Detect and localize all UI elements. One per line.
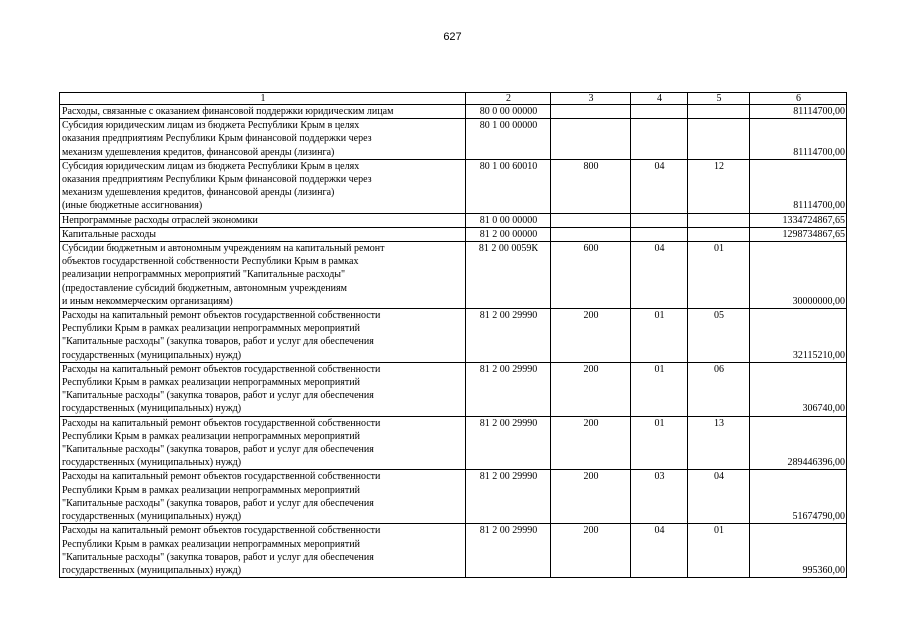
budget-code: 81 0 00 00000 bbox=[466, 213, 551, 227]
column-header-1: 1 bbox=[60, 93, 466, 105]
description-line: Субсидии бюджетным и автономным учреждениям на капитальный ремонт bbox=[62, 243, 385, 255]
expense-description bbox=[60, 213, 466, 227]
description-line: оказания предприятиям Республики Крым финансовой поддержки через bbox=[62, 174, 372, 186]
section-code: 01 bbox=[631, 362, 688, 416]
expense-description bbox=[60, 470, 466, 524]
amount: 1298734867,65 bbox=[750, 227, 847, 241]
subsection-code bbox=[688, 119, 750, 160]
description-line: "Капитальные расходы" (закупка товаров, работ и услуг для обеспечения bbox=[62, 336, 374, 348]
amount: 81114700,00 bbox=[750, 105, 847, 119]
budget-code: 81 2 00 29990 bbox=[466, 416, 551, 470]
description-line: Республики Крым в рамках реализации непрограммных мероприятий bbox=[62, 484, 360, 496]
description-line: "Капитальные расходы" (закупка товаров, работ и услуг для обеспечения bbox=[62, 444, 374, 456]
subsection-code: 01 bbox=[688, 524, 750, 578]
description-line: государственных (муниципальных) нужд) bbox=[62, 349, 242, 361]
description-line: государственных (муниципальных) нужд) bbox=[62, 457, 242, 469]
column-header-6: 6 bbox=[750, 93, 847, 105]
description-line: "Капитальные расходы" (закупка товаров, работ и услуг для обеспечения bbox=[62, 390, 374, 402]
section-code: 01 bbox=[631, 416, 688, 470]
expense-description bbox=[60, 416, 466, 470]
page-number: 627 bbox=[443, 31, 462, 43]
table-row bbox=[60, 213, 847, 227]
expense-description bbox=[60, 227, 466, 241]
section-code bbox=[631, 227, 688, 241]
description-line: механизм удешевления кредитов, финансовой аренды (лизинга) bbox=[62, 146, 335, 158]
subsection-code bbox=[688, 105, 750, 119]
description-line: государственных (муниципальных) нужд) bbox=[62, 564, 242, 576]
column-number-row bbox=[60, 93, 847, 105]
budget-code: 81 2 00 00000 bbox=[466, 227, 551, 241]
section-code bbox=[631, 213, 688, 227]
column-header-5: 5 bbox=[688, 93, 750, 105]
expense-description bbox=[60, 524, 466, 578]
subsection-code bbox=[688, 213, 750, 227]
description-line: реализации непрограммных мероприятий "Капитальные расходы" bbox=[62, 269, 346, 281]
table-row bbox=[60, 105, 847, 119]
description-line: оказания предприятиям Республики Крым финансовой поддержки через bbox=[62, 133, 372, 145]
amount: 51674790,00 bbox=[750, 470, 847, 524]
table-row bbox=[60, 242, 847, 309]
amount: 1334724867,65 bbox=[750, 213, 847, 227]
table-row bbox=[60, 416, 847, 470]
expense-type bbox=[551, 119, 631, 160]
column-header-2: 2 bbox=[466, 93, 551, 105]
table-row bbox=[60, 119, 847, 160]
section-code bbox=[631, 105, 688, 119]
subsection-code: 01 bbox=[688, 242, 750, 309]
amount: 289446396,00 bbox=[750, 416, 847, 470]
expense-description bbox=[60, 362, 466, 416]
description-line: Расходы на капитальный ремонт объектов государственной собственности bbox=[62, 525, 381, 537]
table-row bbox=[60, 309, 847, 363]
table-row bbox=[60, 159, 847, 213]
subsection-code: 05 bbox=[688, 309, 750, 363]
section-code: 03 bbox=[631, 470, 688, 524]
section-code bbox=[631, 119, 688, 160]
section-code: 04 bbox=[631, 524, 688, 578]
budget-code: 81 2 00 29990 bbox=[466, 524, 551, 578]
expense-description bbox=[60, 105, 466, 119]
column-header-3: 3 bbox=[551, 93, 631, 105]
description-line: государственных (муниципальных) нужд) bbox=[62, 403, 242, 415]
budget-code: 80 0 00 00000 bbox=[466, 105, 551, 119]
expense-type: 200 bbox=[551, 416, 631, 470]
amount: 995360,00 bbox=[750, 524, 847, 578]
description-line: (иные бюджетные ассигнования) bbox=[62, 200, 203, 212]
expense-type bbox=[551, 213, 631, 227]
description-line: Расходы на капитальный ремонт объектов государственной собственности bbox=[62, 471, 381, 483]
budget-table bbox=[59, 92, 847, 578]
description-line: Субсидия юридическим лицам из бюджета Республики Крым в целях bbox=[62, 160, 360, 172]
subsection-code: 13 bbox=[688, 416, 750, 470]
expense-type: 200 bbox=[551, 309, 631, 363]
budget-code: 81 2 00 29990 bbox=[466, 362, 551, 416]
expense-type bbox=[551, 105, 631, 119]
description-line: Расходы на капитальный ремонт объектов государственной собственности bbox=[62, 417, 381, 429]
expense-description bbox=[60, 119, 466, 160]
table-row bbox=[60, 524, 847, 578]
description-line: "Капитальные расходы" (закупка товаров, работ и услуг для обеспечения bbox=[62, 497, 374, 509]
section-code: 04 bbox=[631, 242, 688, 309]
description-line: и иным некоммерческим организациям) bbox=[62, 295, 233, 307]
description-line: Расходы на капитальный ремонт объектов государственной собственности bbox=[62, 363, 381, 375]
amount: 32115210,00 bbox=[750, 309, 847, 363]
table-row bbox=[60, 362, 847, 416]
subsection-code: 06 bbox=[688, 362, 750, 416]
section-code: 01 bbox=[631, 309, 688, 363]
description-line: объектов государственной собственности Республики Крым в рамках bbox=[62, 256, 359, 268]
column-header-4: 4 bbox=[631, 93, 688, 105]
description-line: "Капитальные расходы" (закупка товаров, работ и услуг для обеспечения bbox=[62, 551, 374, 563]
expense-type: 200 bbox=[551, 470, 631, 524]
expense-type: 200 bbox=[551, 362, 631, 416]
section-code: 04 bbox=[631, 159, 688, 213]
expense-type: 600 bbox=[551, 242, 631, 309]
description-line: Республики Крым в рамках реализации непрограммных мероприятий bbox=[62, 538, 360, 550]
description-line: Субсидия юридическим лицам из бюджета Республики Крым в целях bbox=[62, 120, 360, 132]
subsection-code: 12 bbox=[688, 159, 750, 213]
budget-code: 81 2 00 29990 bbox=[466, 470, 551, 524]
amount: 306740,00 bbox=[750, 362, 847, 416]
expense-description bbox=[60, 309, 466, 363]
amount: 81114700,00 bbox=[750, 159, 847, 213]
expense-description bbox=[60, 159, 466, 213]
subsection-code: 04 bbox=[688, 470, 750, 524]
budget-code: 80 1 00 60010 bbox=[466, 159, 551, 213]
subsection-code bbox=[688, 227, 750, 241]
description-line: Республики Крым в рамках реализации непрограммных мероприятий bbox=[62, 377, 360, 389]
amount: 30000000,00 bbox=[750, 242, 847, 309]
description-line: Расходы на капитальный ремонт объектов государственной собственности bbox=[62, 310, 381, 322]
description-line: Республики Крым в рамках реализации непрограммных мероприятий bbox=[62, 323, 360, 335]
amount: 81114700,00 bbox=[750, 119, 847, 160]
description-line: государственных (муниципальных) нужд) bbox=[62, 511, 242, 523]
expense-type bbox=[551, 227, 631, 241]
description-line: Капитальные расходы bbox=[62, 228, 157, 240]
table-row bbox=[60, 227, 847, 241]
budget-code: 81 2 00 29990 bbox=[466, 309, 551, 363]
budget-code: 81 2 00 0059К bbox=[466, 242, 551, 309]
description-line: Расходы, связанные с оказанием финансовой поддержки юридическим лицам bbox=[62, 106, 394, 117]
description-line: Республики Крым в рамках реализации непрограммных мероприятий bbox=[62, 430, 360, 442]
table-body bbox=[60, 93, 847, 578]
budget-code: 80 1 00 00000 bbox=[466, 119, 551, 160]
description-line: (предоставление субсидий бюджетным, автономным учреждениям bbox=[62, 282, 347, 294]
description-line: механизм удешевления кредитов, финансовой аренды (лизинга) bbox=[62, 187, 335, 199]
description-line: Непрограммные расходы отраслей экономики bbox=[62, 214, 258, 226]
expense-type: 800 bbox=[551, 159, 631, 213]
table-row bbox=[60, 470, 847, 524]
expense-description bbox=[60, 242, 466, 309]
expense-type: 200 bbox=[551, 524, 631, 578]
